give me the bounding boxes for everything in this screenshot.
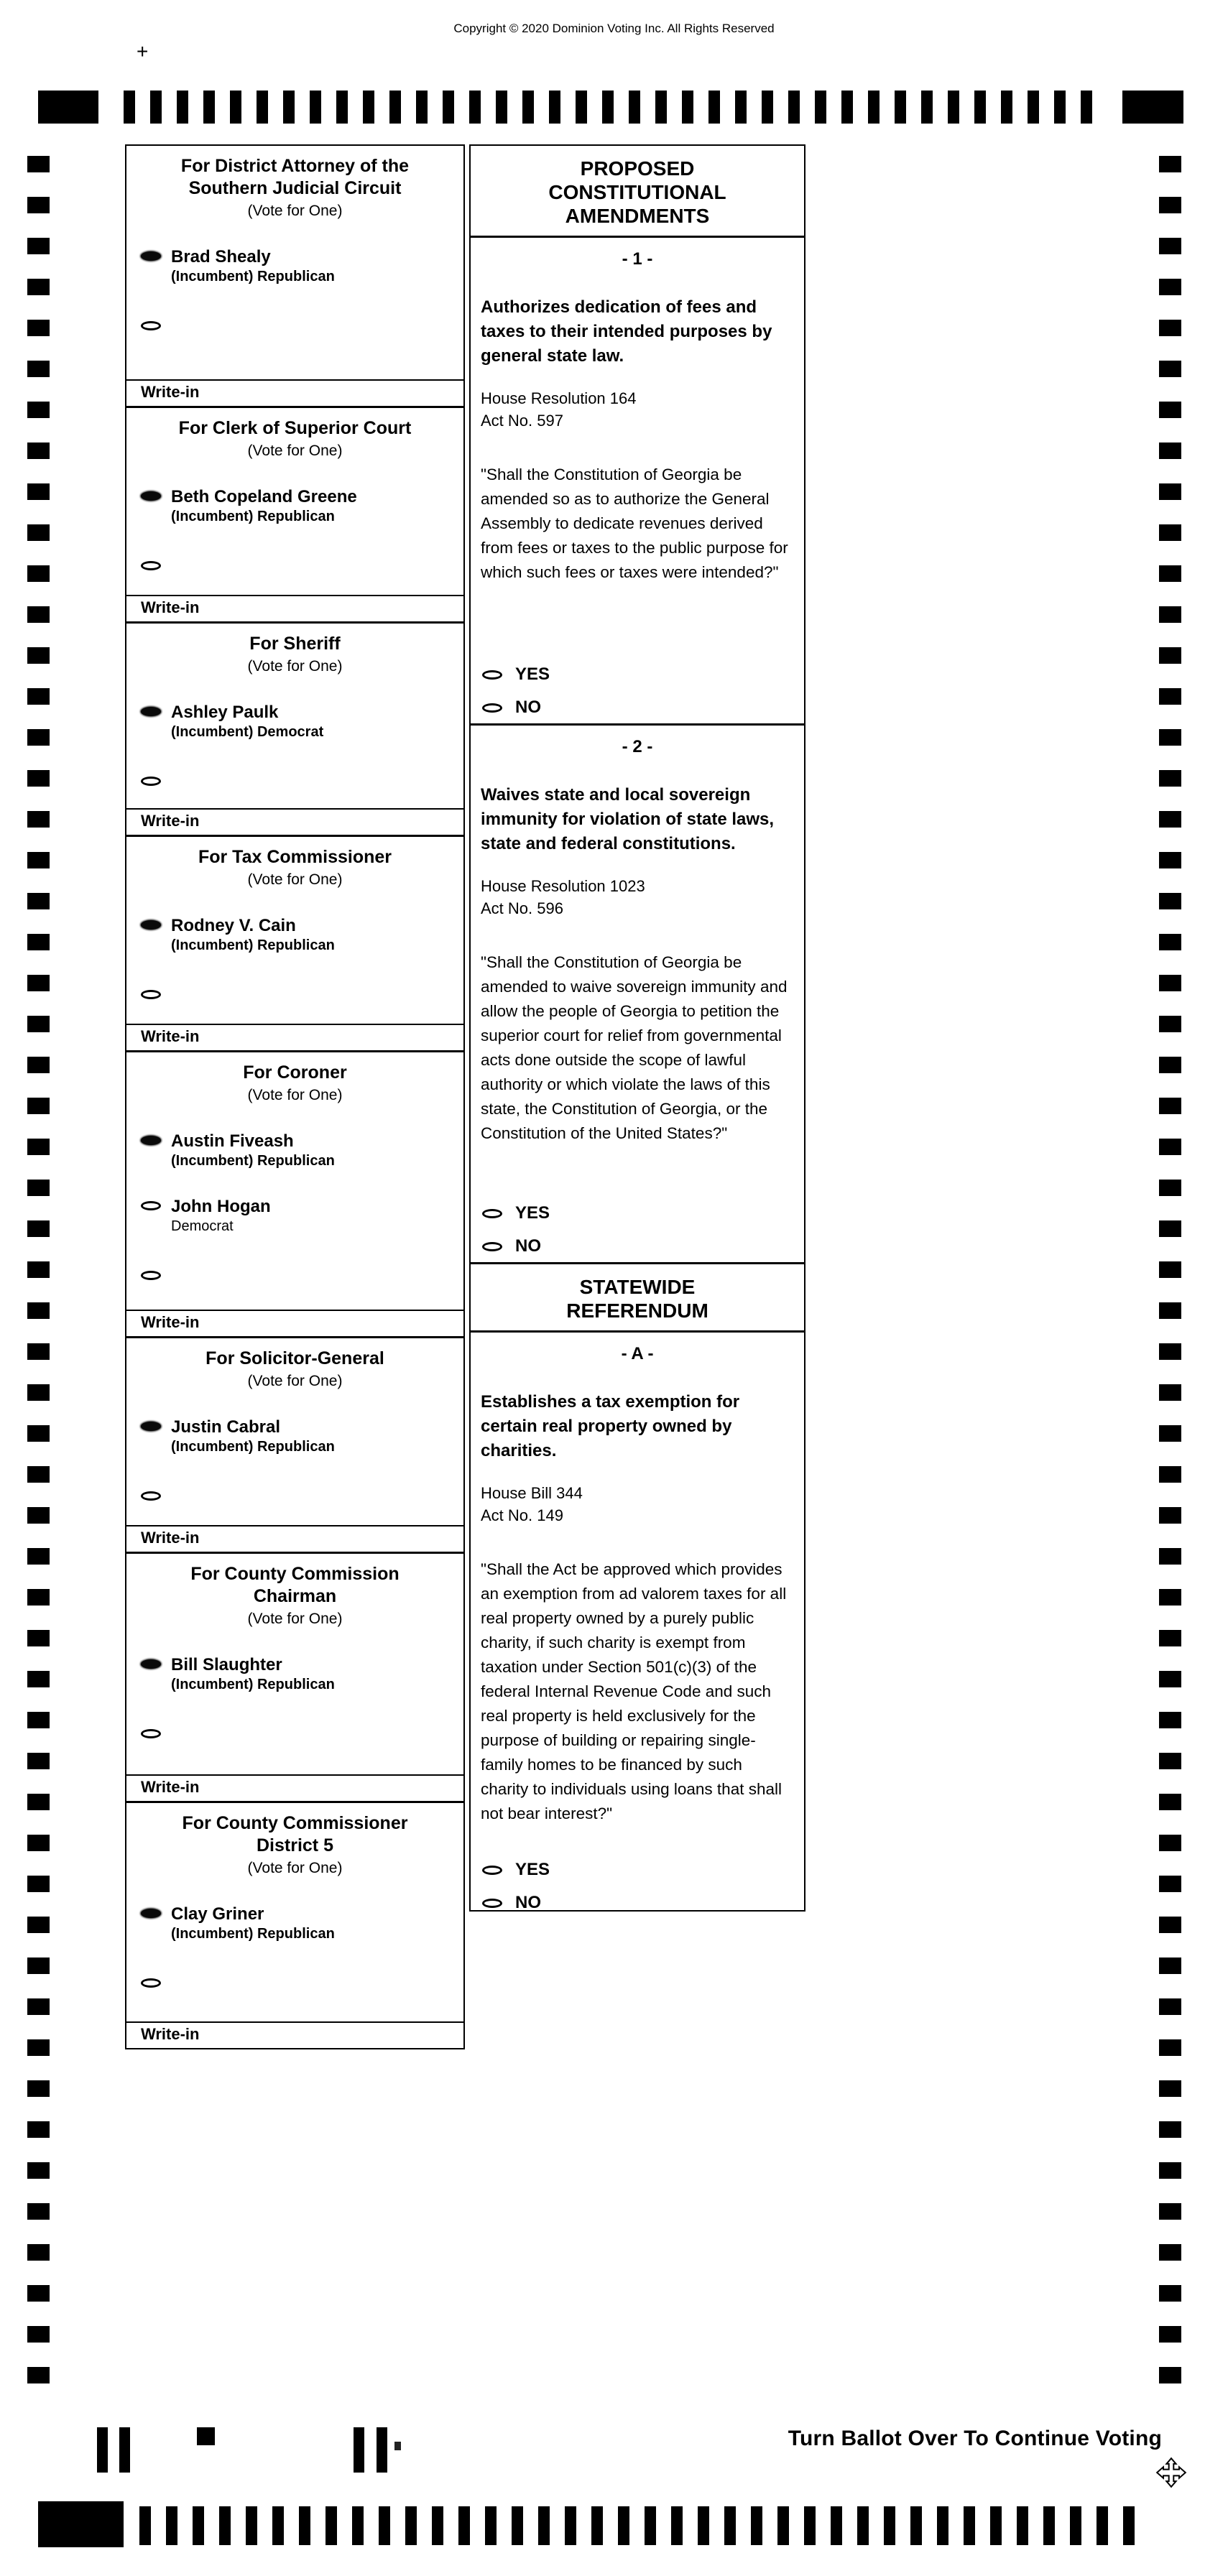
- write-in-oval[interactable]: [141, 1978, 161, 1988]
- measure-choices: [482, 1203, 550, 1256]
- contest-4: [126, 835, 463, 1050]
- candidate-party: (Incumbent) Republican: [171, 509, 335, 524]
- candidate-name: Brad Shealy: [171, 247, 271, 267]
- write-in-choice-row: [141, 1725, 463, 1738]
- candidate-name: Clay Griner: [171, 1904, 264, 1924]
- ballot-id-mark: [354, 2427, 364, 2473]
- candidate-text: [171, 247, 335, 285]
- copyright-line: Copyright © 2020 Dominion Voting Inc. All Rights Reserved: [453, 22, 775, 35]
- measure-choices: [482, 664, 550, 718]
- candidate-row: [141, 916, 463, 954]
- timing-mark-bottom-left: [38, 2501, 124, 2547]
- ballot-oval-filled[interactable]: [141, 491, 161, 501]
- contest-8: [126, 1801, 463, 2048]
- choice-oval-no[interactable]: [482, 1242, 502, 1251]
- vote-for-instruction: (Vote for One): [247, 203, 343, 219]
- measure-references: House Resolution 1023 Act No. 596: [481, 877, 645, 917]
- timing-marks-left: [27, 156, 50, 2383]
- contest-7: [126, 1552, 463, 1801]
- write-in-label: Write-in: [141, 812, 200, 830]
- four-way-arrow-icon: [1155, 2457, 1187, 2488]
- candidate-party: Democrat: [171, 1218, 234, 1234]
- measure-references: House Resolution 164 Act No. 597: [481, 389, 637, 430]
- vote-for-instruction: (Vote for One): [247, 1087, 343, 1103]
- timing-mark-top-left: [38, 91, 98, 124]
- choice-label: YES: [515, 1203, 550, 1223]
- turn-ballot-over-notice: Turn Ballot Over To Continue Voting: [788, 2427, 1162, 2450]
- timing-mark-top-right: [1122, 91, 1183, 124]
- measure-2: [471, 723, 804, 1262]
- write-in-choice-row: [141, 317, 463, 330]
- contest-title: For Coroner: [243, 1062, 347, 1083]
- contest-1: [126, 146, 463, 406]
- candidate-text: [171, 703, 323, 741]
- measure-summary: Waives state and local sovereign immunity for violation of state laws, state and federal constitutions.: [481, 785, 775, 853]
- candidate-party: (Incumbent) Republican: [171, 1677, 335, 1692]
- write-in-choice-row: [141, 772, 463, 786]
- contest-column: [125, 144, 465, 2049]
- candidate-name: Rodney V. Cain: [171, 916, 296, 935]
- section-header: PROPOSED CONSTITUTIONAL AMENDMENTS: [471, 146, 804, 238]
- ballot-oval-filled[interactable]: [141, 251, 161, 261]
- write-in-label: Write-in: [141, 1313, 200, 1331]
- measure-number: - 2 -: [622, 737, 653, 756]
- candidate-text: [171, 487, 357, 525]
- write-in-oval[interactable]: [141, 561, 161, 570]
- candidate-name: Austin Fiveash: [171, 1131, 294, 1151]
- write-in-oval[interactable]: [141, 1729, 161, 1738]
- measure-question: "Shall the Act be approved which provides an exemption from ad valorem taxes for all real property owned by a purely public charity, if such charity is exempt from taxation under Section 501(c)(3) of the federal Internal Revenue Code and such real property is held exclusively for the purpose of building or repairing single-family homes to be financed by such charity to individuals using loans that shall not bear interest?": [481, 1560, 787, 1822]
- candidate-text: [171, 916, 335, 954]
- write-in-label: Write-in: [141, 2025, 200, 2043]
- candidate-party: (Incumbent) Republican: [171, 1926, 335, 1942]
- contest-6: [126, 1336, 463, 1552]
- choice-label: NO: [515, 698, 541, 717]
- choice-oval-no[interactable]: [482, 1899, 502, 1908]
- candidate-text: [171, 1197, 271, 1235]
- contest-3: [126, 621, 463, 835]
- section-header: STATEWIDE REFERENDUM: [471, 1262, 804, 1333]
- vote-for-instruction: (Vote for One): [247, 1373, 343, 1389]
- candidate-row: [141, 1197, 463, 1235]
- measure-summary: Establishes a tax exemption for certain real property owned by charities.: [481, 1392, 740, 1460]
- measure-1: [471, 249, 804, 723]
- ballot-oval[interactable]: [141, 1201, 161, 1210]
- candidate-row: [141, 703, 463, 741]
- measure-column: [469, 144, 805, 1912]
- ballot-oval-filled[interactable]: [141, 1422, 161, 1431]
- write-in-oval[interactable]: [141, 1491, 161, 1501]
- write-in-area[interactable]: [126, 1024, 463, 1046]
- contest-title: For County Commissioner District 5: [182, 1813, 408, 1855]
- contest-title: For District Attorney of the Southern Judicial Circuit: [180, 156, 410, 198]
- measure-A: [471, 1344, 804, 1919]
- write-in-area[interactable]: [126, 1310, 463, 1332]
- contest-2: [126, 406, 463, 621]
- measure-references: House Bill 344 Act No. 149: [481, 1484, 583, 1524]
- candidate-name: Ashley Paulk: [171, 703, 279, 722]
- choice-oval-yes[interactable]: [482, 1866, 502, 1875]
- choice-row-yes: [482, 664, 550, 685]
- candidate-text: [171, 1904, 335, 1942]
- write-in-area[interactable]: [126, 595, 463, 617]
- ballot-oval-filled[interactable]: [141, 1909, 161, 1918]
- choice-row-no: [482, 1236, 550, 1256]
- measure-section-2: [471, 1262, 804, 1919]
- candidate-name: Justin Cabral: [171, 1417, 281, 1437]
- choice-row-no: [482, 1893, 550, 1913]
- ballot-oval-filled[interactable]: [141, 1136, 161, 1145]
- contest-title: For Clerk of Superior Court: [178, 418, 412, 438]
- candidate-name: Bill Slaughter: [171, 1655, 282, 1674]
- choice-oval-yes[interactable]: [482, 1209, 502, 1218]
- write-in-area[interactable]: [126, 379, 463, 402]
- write-in-choice-row: [141, 1266, 463, 1280]
- candidate-party: (Incumbent) Democrat: [171, 724, 324, 740]
- choice-oval-no[interactable]: [482, 703, 502, 713]
- candidate-row: [141, 247, 463, 285]
- write-in-area[interactable]: [126, 2021, 463, 2044]
- write-in-label: Write-in: [141, 1027, 200, 1045]
- contest-title: For Sheriff: [249, 634, 341, 654]
- candidate-row: [141, 1904, 463, 1942]
- candidate-party: (Incumbent) Republican: [171, 937, 335, 953]
- contest-title: For Tax Commissioner: [198, 847, 392, 867]
- choice-label: NO: [515, 1893, 541, 1912]
- write-in-label: Write-in: [141, 383, 200, 401]
- write-in-oval[interactable]: [141, 321, 161, 330]
- choice-row-no: [482, 698, 550, 718]
- candidate-row: [141, 487, 463, 525]
- measure-question: "Shall the Constitution of Georgia be amended to waive sovereign immunity and allow the people of Georgia to petition the superior court for relief from governmental acts done outside the scope of lawful authority or which violate the laws of this state, the Constitution of Georgia, or the Constitution of the United States?": [481, 953, 788, 1142]
- candidate-party: (Incumbent) Republican: [171, 1153, 335, 1169]
- timing-marks-top: [124, 91, 1092, 124]
- write-in-choice-row: [141, 1974, 463, 1988]
- vote-for-instruction: (Vote for One): [247, 1611, 343, 1627]
- candidate-row: [141, 1131, 463, 1169]
- write-in-choice-row: [141, 1487, 463, 1501]
- candidate-text: [171, 1417, 335, 1455]
- write-in-oval[interactable]: [141, 990, 161, 999]
- vote-for-instruction: (Vote for One): [247, 443, 343, 459]
- write-in-area[interactable]: [126, 808, 463, 830]
- write-in-area[interactable]: [126, 1525, 463, 1547]
- candidate-name: Beth Copeland Greene: [171, 487, 357, 506]
- ballot-oval-filled[interactable]: [141, 707, 161, 716]
- choice-row-yes: [482, 1203, 550, 1223]
- measure-number: - 1 -: [622, 249, 653, 269]
- candidate-text: [171, 1655, 335, 1693]
- candidate-party: (Incumbent) Republican: [171, 1439, 335, 1455]
- vote-for-instruction: (Vote for One): [247, 658, 343, 675]
- candidate-row: [141, 1655, 463, 1693]
- ballot-id-mark: [119, 2427, 130, 2473]
- registration-plus-mark: +: [137, 40, 149, 62]
- measure-number: - A -: [621, 1344, 654, 1363]
- measure-question: "Shall the Constitution of Georgia be amended so as to authorize the General Assembly to dedicate revenues derived from fees or taxes to the public purpose for which such fees or taxes were intended?": [481, 465, 788, 581]
- choice-row-yes: [482, 1860, 550, 1880]
- candidate-row: [141, 1417, 463, 1455]
- contest-title: For Solicitor-General: [206, 1348, 384, 1368]
- ballot-id-mark: [394, 2442, 401, 2450]
- ballot-id-mark: [97, 2427, 108, 2473]
- contest-title: For County Commission Chairman: [190, 1564, 400, 1606]
- write-in-label: Write-in: [141, 1529, 200, 1547]
- ballot-oval-filled[interactable]: [141, 920, 161, 930]
- candidate-party: (Incumbent) Republican: [171, 269, 335, 284]
- measure-section-1: [471, 146, 804, 1262]
- choice-label: NO: [515, 1236, 541, 1256]
- write-in-label: Write-in: [141, 598, 200, 616]
- ballot-id-mark: [197, 2427, 215, 2445]
- choice-label: YES: [515, 1860, 550, 1879]
- write-in-choice-row: [141, 557, 463, 570]
- measure-choices: [482, 1860, 550, 1913]
- candidate-name: John Hogan: [171, 1197, 271, 1216]
- choice-label: YES: [515, 664, 550, 684]
- ballot-id-mark: [377, 2427, 387, 2473]
- write-in-oval[interactable]: [141, 1271, 161, 1280]
- write-in-label: Write-in: [141, 1778, 200, 1796]
- ballot-oval-filled[interactable]: [141, 1659, 161, 1669]
- write-in-oval[interactable]: [141, 777, 161, 786]
- choice-oval-yes[interactable]: [482, 670, 502, 680]
- candidate-text: [171, 1131, 335, 1169]
- vote-for-instruction: (Vote for One): [247, 871, 343, 888]
- write-in-area[interactable]: [126, 1774, 463, 1797]
- timing-marks-bottom: [139, 2506, 1135, 2545]
- timing-marks-right: [1159, 156, 1181, 2383]
- write-in-choice-row: [141, 986, 463, 999]
- contest-5: [126, 1050, 463, 1336]
- vote-for-instruction: (Vote for One): [247, 1860, 343, 1876]
- measure-summary: Authorizes dedication of fees and taxes to their intended purposes by general state law.: [481, 297, 772, 366]
